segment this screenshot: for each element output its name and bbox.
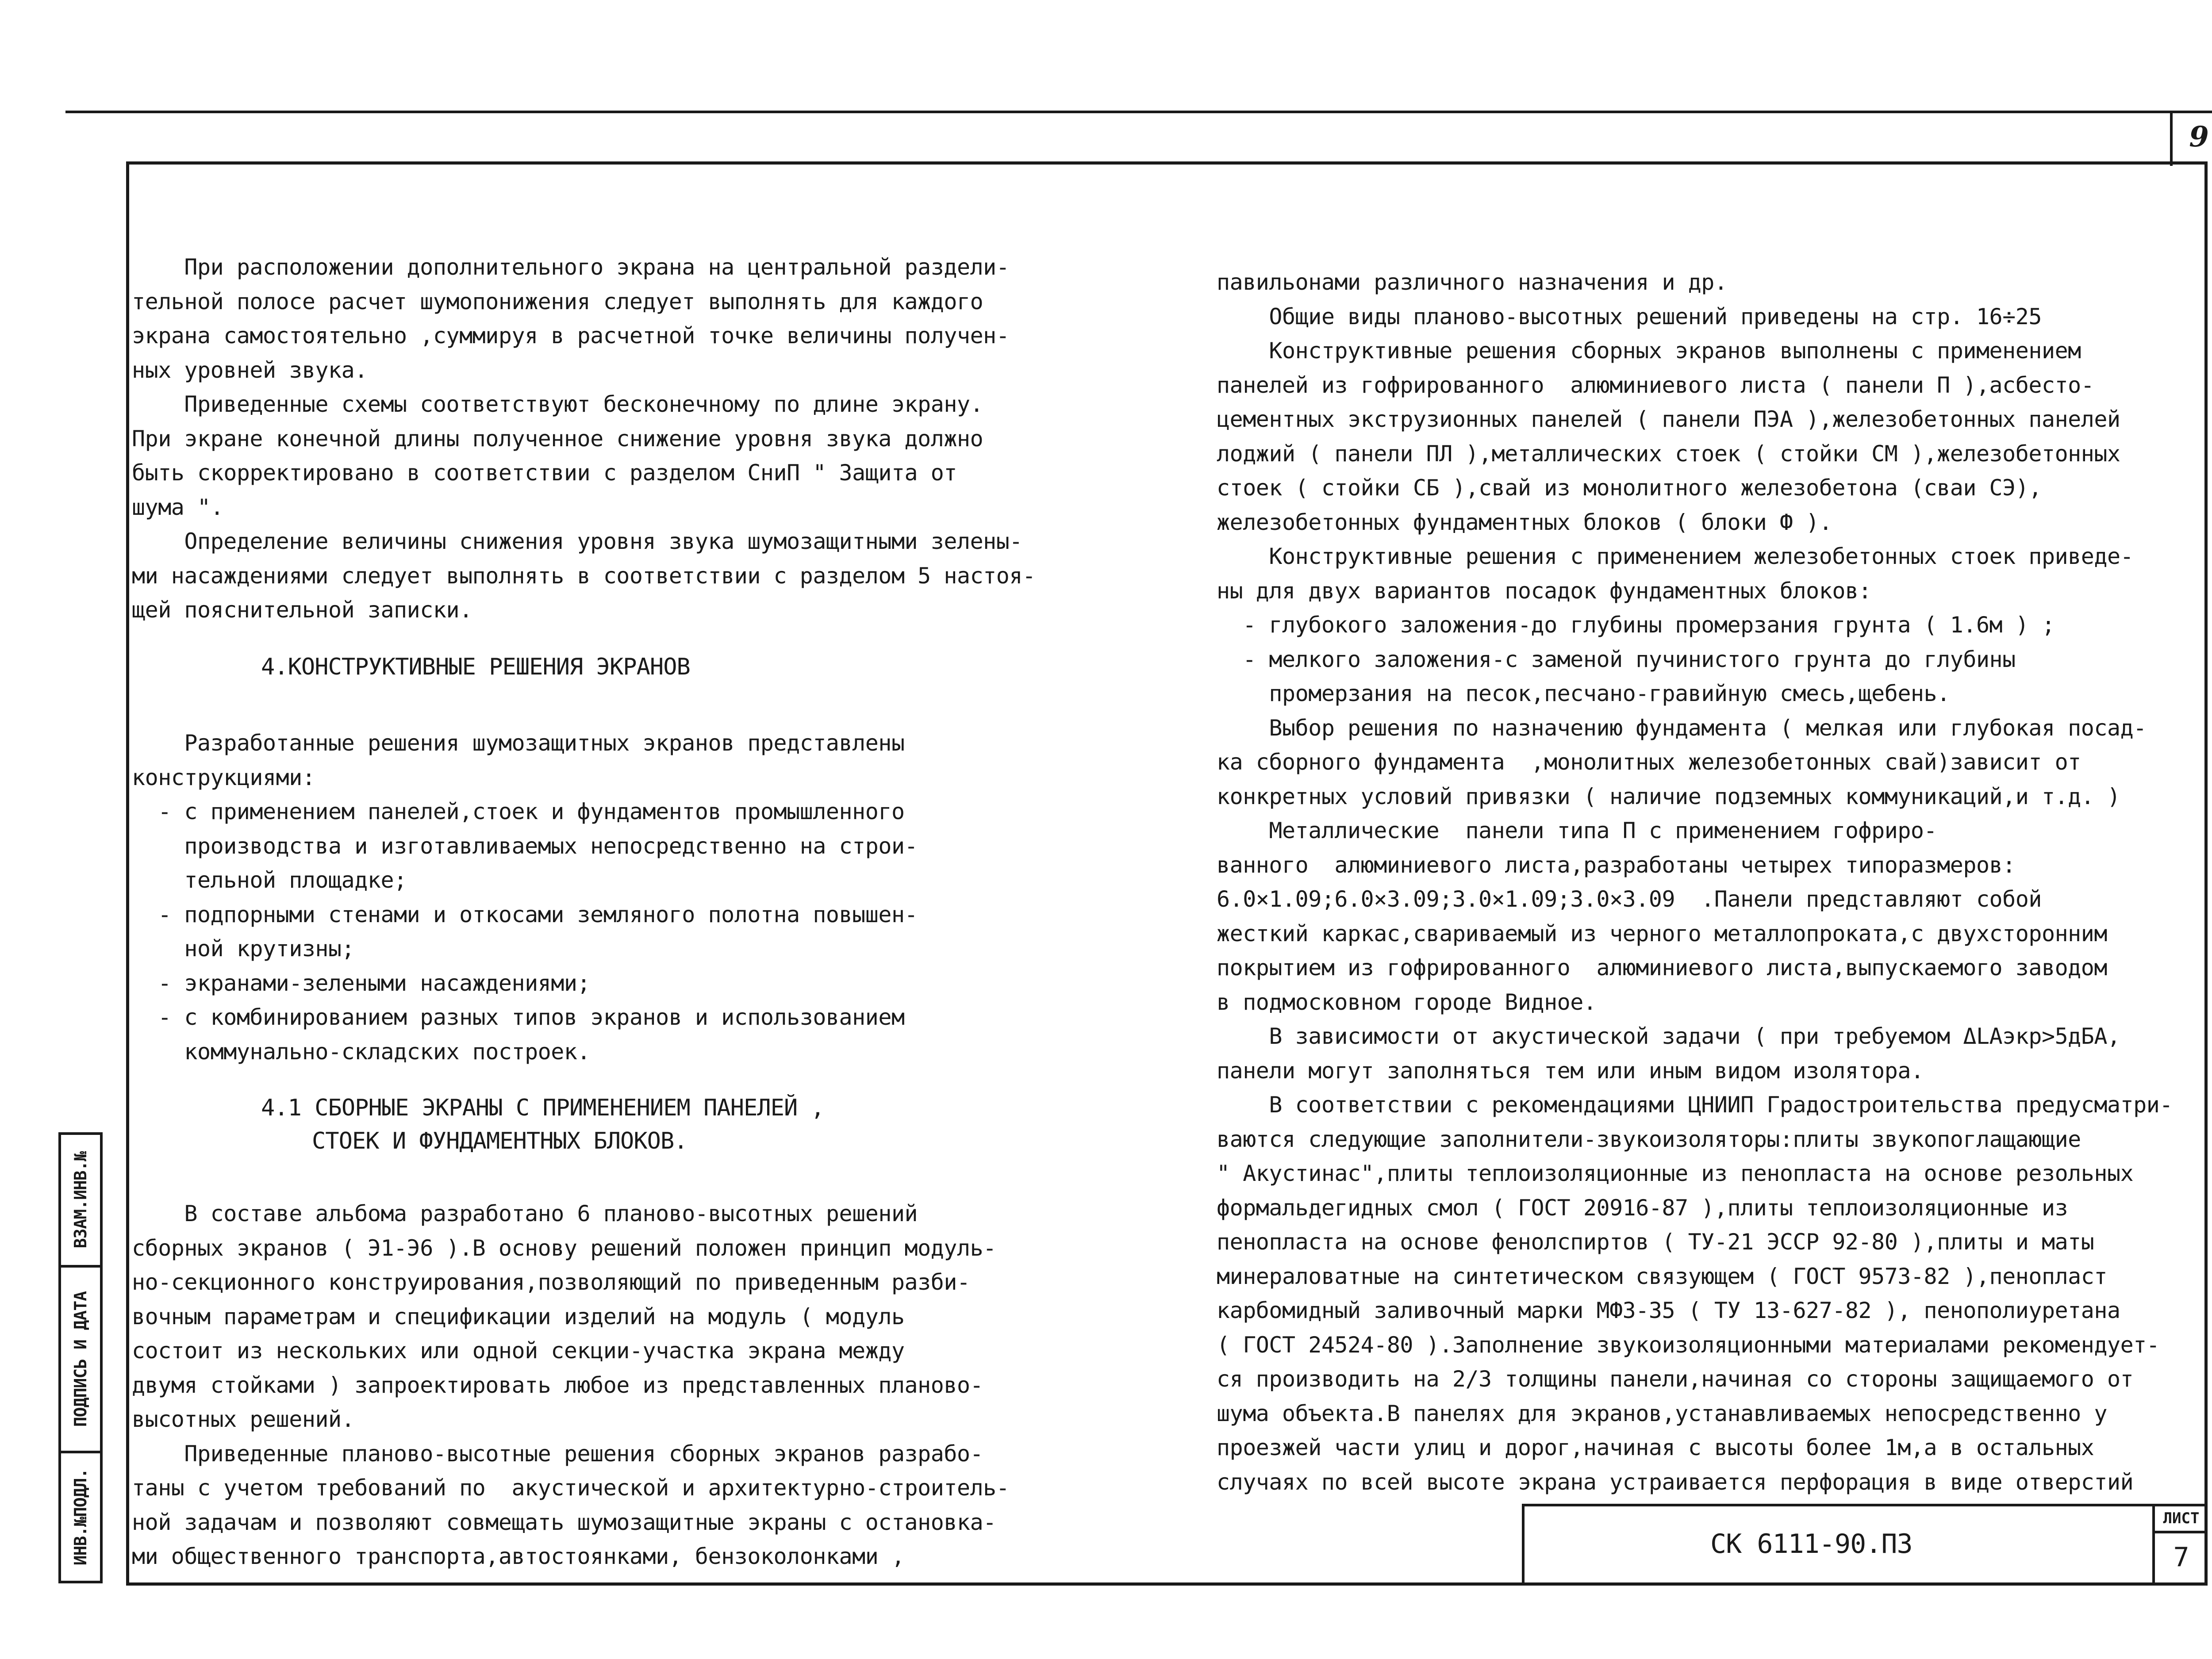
text-line: тельной полосе расчет шумопонижения следует выполнять для каждого bbox=[132, 288, 983, 314]
text-line: конструкциями: bbox=[132, 764, 315, 790]
text-line: - подпорными стенами и откосами земляного полотна повышен- bbox=[132, 901, 918, 927]
text-line: В составе альбома разработано 6 планово-высотных решений bbox=[132, 1201, 918, 1226]
sheet-label: ЛИСТ bbox=[2155, 1506, 2208, 1533]
text-line: Выбор решения по назначению фундамента ( мелкая или глубокая посад- bbox=[1217, 715, 2147, 741]
sheet-column bbox=[2152, 1506, 2208, 1586]
text-line: проезжей части улиц и дорог,начиная с высоты более 1м,а в остальных bbox=[1217, 1435, 2094, 1460]
text-line: цементных экструзионных панелей ( панели ПЭА ),железобетонных панелей bbox=[1217, 406, 2120, 432]
text-line: Разработанные решения шумозащитных экранов представлены bbox=[132, 730, 905, 756]
title-block bbox=[1522, 1504, 2208, 1586]
document-code: СК 6111-90.ПЗ bbox=[1710, 1529, 1912, 1559]
text-line: двумя стойками ) запроектировать любое из представленных планово- bbox=[132, 1372, 983, 1398]
text-line: коммунально-складских построек. bbox=[132, 1038, 591, 1065]
text-line: формальдегидных смол ( ГОСТ 20916-87 ),плиты теплоизоляционные из bbox=[1217, 1195, 2068, 1221]
side-stamp bbox=[58, 1132, 103, 1583]
page-number: 9 bbox=[2170, 111, 2212, 166]
right-column-text bbox=[1217, 265, 2208, 1499]
text-line: ми общественного транспорта,автостоянками, бензоколонками , bbox=[132, 1544, 905, 1569]
text-line: вочным параметрам и спецификации изделий на модуль ( модуль bbox=[132, 1303, 905, 1329]
side-stamp-label-3: ИНВ.№ПОДЛ. bbox=[71, 1468, 90, 1566]
text-line: Приведенные планово-высотные решения сборных экранов разрабо- bbox=[132, 1441, 983, 1467]
text-line: быть скорректировано в соответствии с разделом СниП " Защита от bbox=[132, 460, 957, 486]
text-line: панелей из гофрированного алюминиевого листа ( панели П ),асбесто- bbox=[1217, 372, 2094, 398]
section-4-1-heading-line1: 4.1 СБОРНЫЕ ЭКРАНЫ С ПРИМЕНЕНИЕМ ПАНЕЛЕЙ , bbox=[261, 1095, 824, 1121]
section-4-text bbox=[132, 726, 1074, 1069]
text-line: ной задачам и позволяют совмещать шумозащитные экраны с остановка- bbox=[132, 1509, 996, 1535]
section-4-1-text bbox=[132, 1197, 1074, 1574]
text-line: панели могут заполняться тем или иным видом изолятора. bbox=[1217, 1057, 1924, 1084]
text-line: сборных экранов ( Э1-Э6 ).В основу решений положен принцип модуль- bbox=[132, 1235, 996, 1261]
text-line: ной крутизны; bbox=[132, 936, 355, 962]
side-stamp-label-2: ПОДПИСЬ И ДАТА bbox=[71, 1291, 90, 1427]
text-line: - с комбинированием разных типов экранов и использованием bbox=[132, 1004, 905, 1030]
text-line: покрытием из гофрированного алюминиевого листа,выпускаемого заводом bbox=[1217, 955, 2107, 981]
text-line: высотных решений. bbox=[132, 1406, 355, 1432]
text-line: Приведенные схемы соответствуют бесконечному по длине экрану. bbox=[132, 391, 983, 417]
text-line: Конструктивные решения сборных экранов выполнены с применением bbox=[1217, 338, 2081, 364]
text-line: шума объекта.В панелях для экранов,устанавливаемых непосредственно у bbox=[1217, 1400, 2107, 1426]
text-line: В соответствии с рекомендациями ЦНИИП Градостроительства предусматри- bbox=[1217, 1092, 2173, 1118]
text-line: таны с учетом требований по акустической и архитектурно-строитель- bbox=[132, 1475, 1010, 1501]
text-line: случаях по всей высоте экрана устраивается перфорация в виде отверстий bbox=[1217, 1469, 2134, 1495]
text-line: карбомидный заливочный марки МФЗ-35 ( ТУ 13-627-82 ), пенополиуретана bbox=[1217, 1298, 2120, 1323]
text-line: - с применением панелей,стоек и фундаментов промышленного bbox=[132, 799, 905, 824]
text-line: Металлические панели типа П с применением гофриро- bbox=[1217, 818, 1937, 843]
section-4-heading: 4.КОНСТРУКТИВНЫЕ РЕШЕНИЯ ЭКРАНОВ bbox=[261, 654, 690, 680]
text-line: ваются следующие заполнители-звукоизоляторы:плиты звукопоглащающие bbox=[1217, 1126, 2081, 1152]
text-line: щей пояснительной записки. bbox=[132, 597, 472, 623]
text-line: Конструктивные решения с применением железобетонных стоек приведе- bbox=[1217, 544, 2134, 569]
text-line: железобетонных фундаментных блоков ( блоки Ф ). bbox=[1217, 509, 1832, 535]
text-line: Определение величины снижения уровня звука шумозащитными зелены- bbox=[132, 529, 1022, 554]
text-line: ных уровней звука. bbox=[132, 357, 368, 383]
text-line: " Акустинас",плиты теплоизоляционные из пенопласта на основе резольных bbox=[1217, 1161, 2134, 1186]
text-line: ванного алюминиевого листа,разработаны четырех типоразмеров: bbox=[1217, 852, 2016, 878]
top-rule bbox=[65, 111, 2212, 113]
text-line: При экране конечной длины полученное снижение уровня звука должно bbox=[132, 425, 983, 452]
text-line: ка сборного фундамента ,монолитных железобетонных свай)зависит от bbox=[1217, 749, 2081, 775]
text-line: жесткий каркас,свариваемый из черного металлопроката,с двухсторонним bbox=[1217, 920, 2107, 946]
text-line: состоит из нескольких или одной секции-участка экрана между bbox=[132, 1338, 905, 1364]
side-stamp-cell-3 bbox=[61, 1453, 100, 1581]
text-line: тельной площадке; bbox=[132, 867, 407, 893]
side-stamp-label-1: ВЗАМ.ИНВ.№ bbox=[71, 1151, 90, 1249]
text-line: павильонами различного назначения и др. bbox=[1217, 269, 1728, 295]
text-line: в подмосковном городе Видное. bbox=[1217, 989, 1597, 1015]
text-line: конкретных условий привязки ( наличие подземных коммуникаций,и т.д. ) bbox=[1217, 783, 2120, 809]
section-4-1-heading-line2: СТОЕК И ФУНДАМЕНТНЫХ БЛОКОВ. bbox=[312, 1128, 687, 1154]
text-line: 6.0×1.09;6.0×3.09;3.0×1.09;3.0×3.09 .Панели представляют собой bbox=[1217, 886, 2042, 912]
text-line: При расположении дополнительного экрана на центральной раздели- bbox=[132, 254, 1010, 280]
left-column-text bbox=[132, 250, 1074, 628]
text-line: но-секционного конструирования,позволяющий по приведенным разби- bbox=[132, 1269, 970, 1295]
text-line: промерзания на песок,песчано-гравийную смесь,щебень. bbox=[1217, 681, 1950, 706]
text-line: лоджий ( панели ПЛ ),металлических стоек ( стойки СМ ),железобетонных bbox=[1217, 441, 2120, 467]
sheet-number: 7 bbox=[2173, 1542, 2189, 1573]
text-line: Общие виды планово-высотных решений приведены на стр. 16÷25 bbox=[1217, 303, 2042, 330]
text-line: ны для двух вариантов посадок фундаментных блоков: bbox=[1217, 578, 1872, 604]
text-line: - глубокого заложения-до глубины промерзания грунта ( 1.6м ) ; bbox=[1217, 612, 2055, 638]
text-line: производства и изготавливаемых непосредственно на строи- bbox=[132, 833, 918, 859]
text-line: В зависимости от акустической задачи ( при требуемом ΔLАэкр>5дБА, bbox=[1217, 1023, 2120, 1049]
text-line: ми насаждениями следует выполнять в соответствии с разделом 5 настоя- bbox=[132, 563, 1036, 589]
text-line: пенопласта на основе фенолспиртов ( ТУ-21 ЭССР 92-80 ),плиты и маты bbox=[1217, 1229, 2094, 1255]
text-line: ся производить на 2/3 толщины панели,начиная со стороны защищаемого от bbox=[1217, 1366, 2134, 1392]
text-line: - экранами-зелеными насаждениями; bbox=[132, 970, 591, 996]
text-line: шума ". bbox=[132, 494, 224, 520]
side-stamp-cell-1 bbox=[61, 1135, 100, 1268]
text-line: стоек ( стойки СБ ),свай из монолитного железобетона (сваи СЭ), bbox=[1217, 475, 2042, 501]
text-line: экрана самостоятельно ,суммируя в расчетной точке величины получен- bbox=[132, 323, 1010, 349]
text-line: ( ГОСТ 24524-80 ).Заполнение звукоизоляционными материалами рекомендует- bbox=[1217, 1332, 2160, 1358]
side-stamp-cell-2 bbox=[61, 1268, 100, 1453]
text-line: минераловатные на синтетическом связующем ( ГОСТ 9573-82 ),пенопласт bbox=[1217, 1263, 2107, 1289]
text-line: - мелкого заложения-с заменой пучинистого грунта до глубины bbox=[1217, 646, 2016, 672]
